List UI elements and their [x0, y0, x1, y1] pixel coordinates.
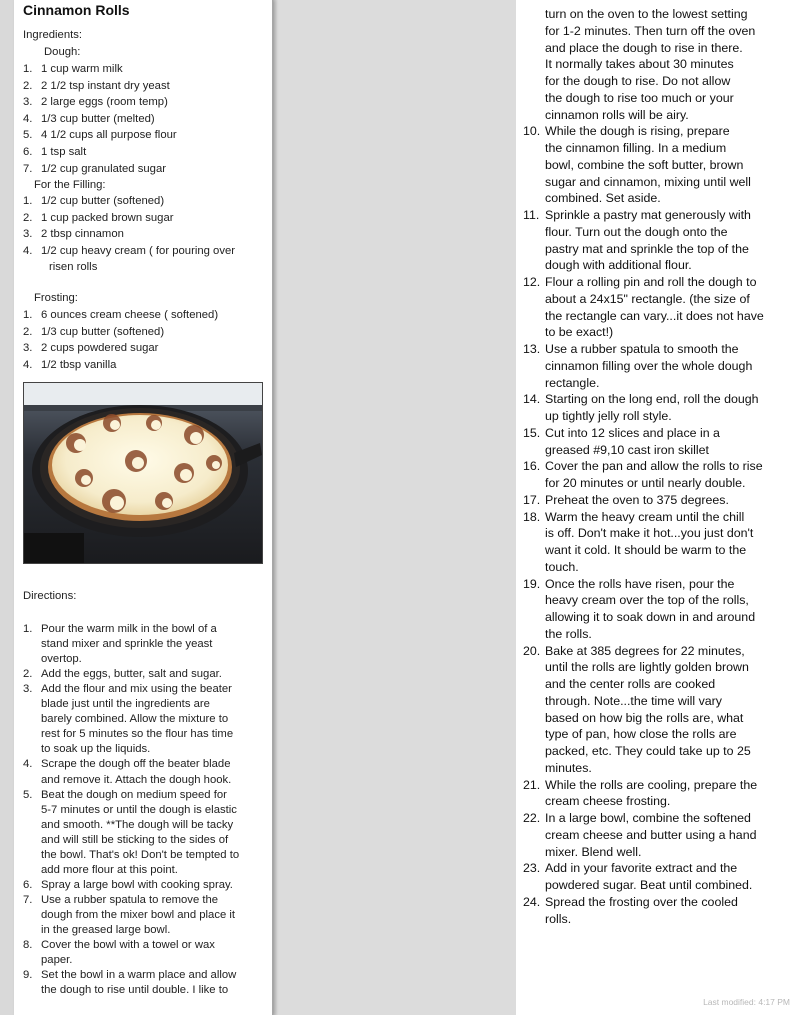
- direction-line: want it cold. It should be warm to the: [545, 543, 747, 557]
- direction-line: Beat the dough on medium speed for: [41, 788, 227, 801]
- direction-line: greased #9,10 cast iron skillet: [545, 442, 709, 457]
- direction-line: minutes.: [545, 760, 592, 775]
- list-number: 4.: [23, 244, 33, 257]
- direction-number: 14.: [523, 392, 541, 407]
- direction-line: rolls.: [545, 911, 572, 926]
- list-number: 7.: [23, 162, 33, 175]
- direction-number: 11.: [523, 208, 540, 222]
- direction-line: Bake at 385 degrees for 22 minutes,: [545, 643, 745, 658]
- direction-line: to soak up the liquids.: [41, 743, 151, 756]
- direction-number: 2.: [23, 668, 33, 681]
- direction-line: turn on the oven to the lowest setting: [545, 7, 748, 21]
- left-page: [14, 0, 273, 1015]
- direction-number: 19.: [523, 576, 541, 591]
- direction-line: barely combined. Allow the mixture to: [41, 713, 229, 726]
- ingredient-item: 2 cups powdered sugar: [41, 342, 159, 355]
- direction-line: combined. Set aside.: [545, 191, 661, 206]
- direction-line: the rectangle can vary...it does not have: [545, 308, 764, 323]
- direction-line: the rolls.: [545, 626, 592, 641]
- direction-line: up tightly jelly roll style.: [545, 409, 672, 423]
- direction-number: 10.: [523, 124, 541, 139]
- direction-line: mixer. Blend well.: [545, 844, 642, 859]
- direction-line: cinnamon filling over the whole dough: [545, 358, 753, 373]
- direction-line: Flour a rolling pin and roll the dough to: [545, 275, 757, 289]
- direction-line: for the dough to rise. Do not allow: [545, 74, 731, 88]
- ingredient-item: 1/2 cup butter (softened): [41, 195, 165, 207]
- direction-line: the dough to rise until double. I like to: [41, 984, 229, 997]
- direction-line: Spray a large bowl with cooking spray.: [41, 878, 233, 891]
- ingredient-item: 2 tbsp cinnamon: [41, 228, 124, 241]
- list-number: 2.: [23, 79, 33, 92]
- list-number: 3.: [23, 342, 33, 355]
- direction-line: until the rolls are lightly golden brown: [545, 660, 749, 675]
- direction-line: cream cheese frosting.: [545, 794, 671, 809]
- direction-line: sugar and cinnamon, mixing until well: [545, 174, 751, 189]
- list-number: 2.: [23, 211, 33, 224]
- direction-line: Cut into 12 slices and place in a: [545, 425, 720, 440]
- direction-line: In a large bowl, combine the softened: [545, 811, 751, 825]
- ingredient-item: risen rolls: [49, 261, 98, 274]
- direction-line: 5-7 minutes or until the dough is elastic: [41, 803, 237, 816]
- direction-line: rest for 5 minutes so the flour has time: [41, 728, 234, 741]
- ingredient-item: 1/2 cup granulated sugar: [41, 162, 166, 175]
- direction-line: stand mixer and sprinkle the yeast: [41, 638, 213, 651]
- direction-number: 21.: [523, 777, 541, 792]
- ingredient-item: 1/2 cup heavy cream ( for pouring over: [41, 244, 236, 257]
- direction-number: 1.: [23, 623, 33, 635]
- direction-line: overtop.: [41, 653, 82, 666]
- direction-line: and smooth. **The dough will be tacky: [41, 818, 234, 831]
- direction-line: through. Note...the time will vary: [545, 693, 722, 708]
- direction-line: and place the dough to rise in there.: [545, 40, 743, 55]
- direction-line: cinnamon rolls will be airy.: [545, 107, 689, 122]
- direction-line: and remove it. Attach the dough hook.: [41, 773, 232, 786]
- direction-line: dough with additional flour.: [545, 258, 692, 273]
- direction-line: is off. Don't make it hot...you just don't: [545, 526, 754, 541]
- direction-number: 22.: [523, 811, 541, 825]
- direction-line: type of pan, how close the rolls are: [545, 727, 737, 742]
- direction-number: 23.: [523, 861, 541, 876]
- direction-line: Preheat the oven to 375 degrees.: [545, 492, 729, 507]
- direction-line: It normally takes about 30 minutes: [545, 57, 734, 72]
- direction-line: While the dough is rising, prepare: [545, 124, 730, 139]
- recipe-title: Cinnamon Rolls: [23, 2, 130, 18]
- direction-line: Cover the bowl with a towel or wax: [41, 939, 215, 952]
- dough-heading: Dough:: [44, 46, 81, 58]
- ingredient-item: 6 ounces cream cheese ( softened): [41, 309, 219, 321]
- direction-number: 6.: [23, 878, 33, 891]
- ingredient-item: 2 1/2 tsp instant dry yeast: [41, 79, 170, 92]
- list-number: 1.: [23, 63, 33, 75]
- direction-line: Set the bowl in a warm place and allow: [41, 969, 237, 982]
- direction-number: 7.: [23, 893, 33, 906]
- direction-line: in the greased large bowl.: [41, 924, 171, 936]
- direction-line: touch.: [545, 559, 579, 574]
- direction-line: Sprinkle a pastry mat generously with: [545, 208, 751, 222]
- direction-line: the bowl. That's ok! Don't be tempted to: [41, 848, 240, 861]
- direction-number: 3.: [23, 683, 33, 696]
- direction-line: Add the flour and mix using the beater: [41, 683, 232, 696]
- frosting-heading: Frosting:: [34, 292, 78, 304]
- direction-line: Cover the pan and allow the rolls to rise: [545, 459, 763, 474]
- direction-line: Once the rolls have risen, pour the: [545, 576, 735, 591]
- direction-line: bowl, combine the soft butter, brown: [545, 157, 744, 172]
- direction-line: flour. Turn out the dough onto the: [545, 224, 728, 239]
- direction-line: cream cheese and butter using a hand: [545, 827, 757, 842]
- ingredient-item: 1/3 cup butter (softened): [41, 325, 165, 338]
- direction-number: 12.: [523, 275, 541, 289]
- direction-line: blade just until the ingredients are: [41, 698, 210, 711]
- list-number: 4.: [23, 358, 33, 371]
- filling-heading: For the Filling:: [34, 179, 106, 191]
- direction-line: the dough to rise too much or your: [545, 90, 734, 105]
- direction-line: Use a rubber spatula to remove the: [41, 893, 219, 906]
- direction-line: and the center rolls are cooked: [545, 677, 716, 691]
- direction-line: Pour the warm milk in the bowl of a: [41, 623, 217, 635]
- cinnamon-rolls-photo: [23, 382, 263, 564]
- ingredient-item: 1 tsp salt: [41, 146, 87, 158]
- direction-number: 20.: [523, 643, 541, 658]
- direction-line: Warm the heavy cream until the chill: [545, 509, 745, 524]
- direction-line: pastry mat and sprinkle the top of the: [545, 241, 749, 256]
- direction-line: based on how big the rolls are, what: [545, 710, 744, 725]
- direction-number: 17.: [523, 492, 541, 507]
- page-gutter: [274, 0, 516, 1015]
- list-number: 3.: [23, 96, 33, 109]
- direction-line: Spread the frosting over the cooled: [545, 894, 738, 909]
- direction-line: heavy cream over the top of the rolls,: [545, 593, 749, 608]
- direction-line: for 1-2 minutes. Then turn off the oven: [545, 23, 756, 38]
- direction-line: about a 24x15" rectangle. (the size of: [545, 291, 750, 306]
- direction-number: 24.: [523, 894, 541, 909]
- direction-number: 18.: [523, 509, 541, 524]
- list-number: 3.: [23, 228, 33, 241]
- direction-number: 16.: [523, 459, 541, 474]
- direction-number: 15.: [523, 425, 541, 440]
- direction-line: for 20 minutes or until nearly double.: [545, 476, 746, 490]
- direction-line: Add the eggs, butter, salt and sugar.: [41, 668, 222, 681]
- list-number: 1.: [23, 195, 33, 207]
- direction-line: add more flour at this point.: [41, 863, 178, 876]
- direction-line: Add in your favorite extract and the: [545, 861, 738, 876]
- list-number: 1.: [23, 309, 33, 321]
- ingredient-item: 1 cup warm milk: [41, 63, 123, 75]
- direction-line: packed, etc. They could take up to 25: [545, 744, 751, 758]
- direction-line: While the rolls are cooling, prepare the: [545, 777, 758, 792]
- direction-line: Use a rubber spatula to smooth the: [545, 342, 739, 356]
- directions-heading: Directions:: [23, 590, 77, 602]
- right-page: [516, 0, 800, 1015]
- direction-number: 8.: [23, 939, 33, 952]
- direction-number: 4.: [23, 758, 33, 771]
- list-number: 4.: [23, 112, 33, 125]
- direction-number: 9.: [23, 969, 33, 982]
- direction-line: Starting on the long end, roll the dough: [545, 392, 759, 407]
- direction-line: rectangle.: [545, 375, 600, 390]
- direction-line: allowing it to soak down in and around: [545, 610, 756, 624]
- direction-number: 5.: [23, 788, 33, 801]
- last-modified-note: Last modified: 4:17 PM: [703, 997, 790, 1007]
- ingredient-item: 1/3 cup butter (melted): [41, 112, 155, 125]
- list-number: 5.: [23, 129, 33, 142]
- direction-line: powdered sugar. Beat until combined.: [545, 878, 753, 892]
- direction-line: Scrape the dough off the beater blade: [41, 758, 231, 771]
- list-number: 6.: [23, 146, 33, 158]
- ingredients-heading: Ingredients:: [23, 29, 83, 41]
- direction-line: and will still be sticking to the sides of: [41, 833, 229, 846]
- page-shadow: [272, 0, 278, 1015]
- ingredient-item: 1/2 tbsp vanilla: [41, 358, 117, 371]
- ingredient-item: 1 cup packed brown sugar: [41, 211, 174, 224]
- ingredient-item: 2 large eggs (room temp): [41, 96, 168, 109]
- list-number: 2.: [23, 325, 33, 338]
- direction-number: 13.: [523, 342, 541, 356]
- ingredient-item: 4 1/2 cups all purpose flour: [41, 129, 177, 142]
- direction-line: the cinnamon filling. In a medium: [545, 141, 727, 155]
- direction-line: dough from the mixer bowl and place it: [41, 908, 236, 921]
- direction-line: to be exact!): [545, 325, 614, 340]
- direction-line: paper.: [41, 954, 73, 967]
